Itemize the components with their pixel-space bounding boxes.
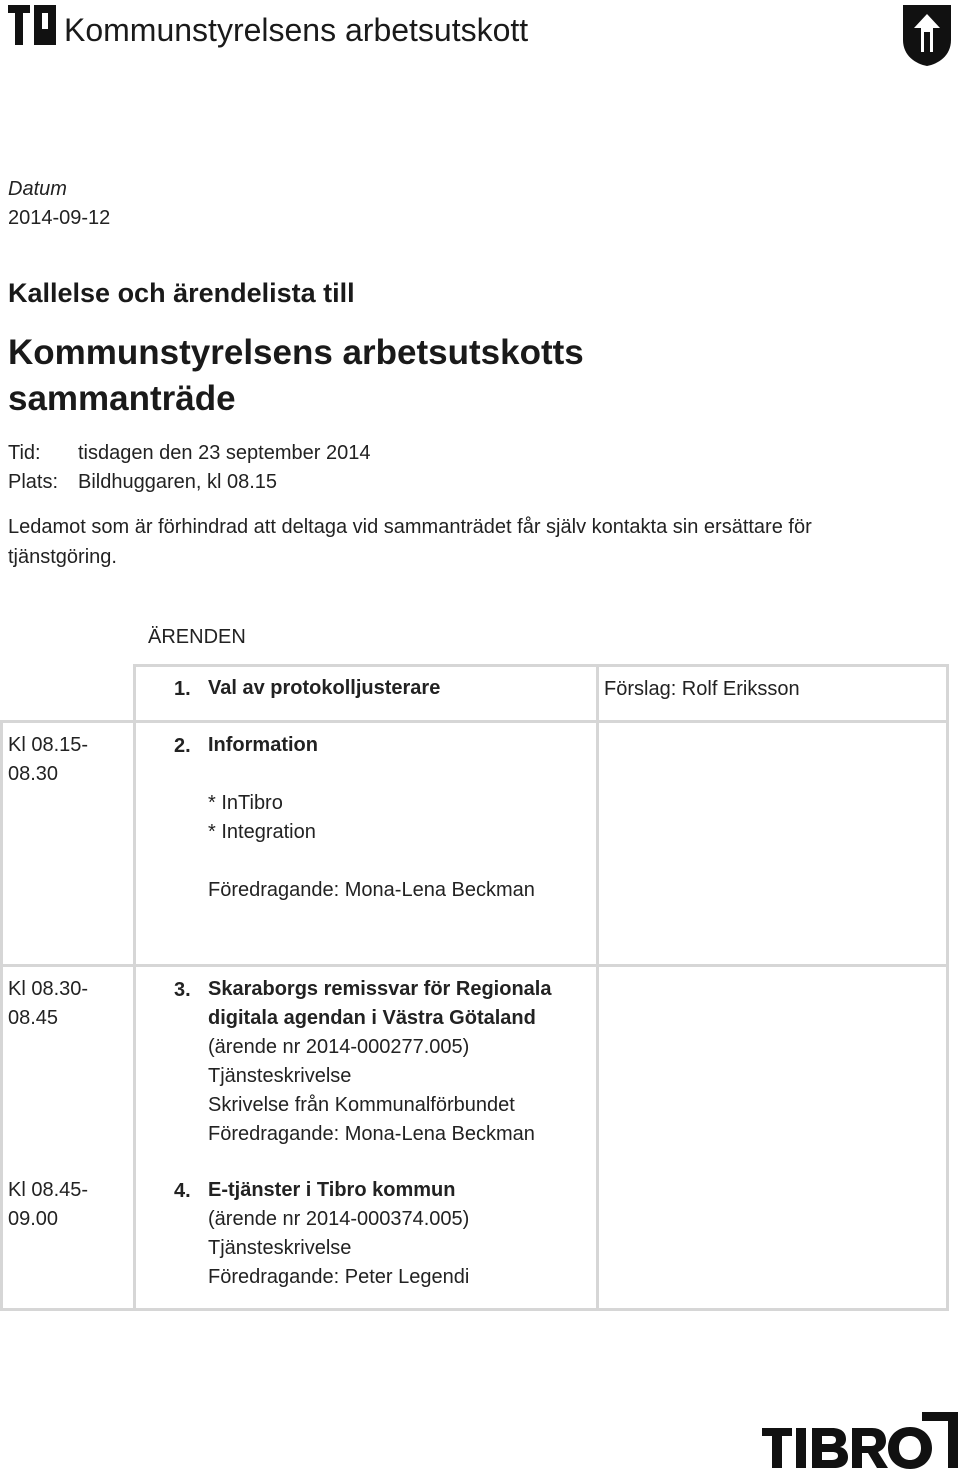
agenda-item-proposal: Förslag: Rolf Eriksson — [604, 678, 800, 700]
document-title-main: Kommunstyrelsens arbetsutskotts sammanträde — [8, 333, 584, 418]
place-label: Plats: — [8, 471, 59, 493]
header-title: Kommunstyrelsens arbetsutskott — [64, 12, 529, 48]
agenda-item-presenter: Föredragande: Peter Legendi — [208, 1266, 470, 1288]
date-label: Datum — [8, 178, 67, 200]
agenda-item-body — [208, 975, 588, 1149]
table-divider — [946, 664, 949, 1311]
agenda-item-detail — [208, 847, 588, 876]
agenda-item-detail: Tjänsteskrivelse — [208, 1065, 352, 1087]
agenda-item-number: 3. — [174, 979, 191, 1001]
table-divider — [133, 664, 136, 1311]
agenda-item-case-number: (ärende nr 2014-000374.005) — [208, 1208, 470, 1230]
table-divider — [596, 664, 599, 1311]
agenda-item-detail: Tjänsteskrivelse — [208, 1237, 352, 1259]
date-value: 2014-09-12 — [8, 207, 111, 229]
agenda-item-detail: Skrivelse från Kommunalförbundet — [208, 1094, 515, 1116]
agenda-item-presenter: Föredragande: Mona-Lena Beckman — [208, 879, 535, 901]
agenda-item-detail: * Integration — [208, 821, 316, 843]
agenda-item-time — [8, 731, 118, 789]
agenda-item-body — [208, 1176, 588, 1292]
agenda-item-time — [8, 975, 118, 1033]
agenda-item-number: 1. — [174, 678, 191, 700]
table-divider — [0, 1308, 949, 1311]
agenda-item-body — [208, 731, 588, 905]
agenda-item-presenter: Föredragande: Mona-Lena Beckman — [208, 1123, 535, 1145]
tibro-wordmark-logo — [762, 1412, 958, 1472]
time-value: tisdagen den 23 september 2014 — [78, 442, 371, 464]
agenda-item-title: Information — [208, 734, 318, 756]
place-value: Bildhuggaren, kl 08.15 — [78, 471, 278, 493]
tibro-logo-mark-icon — [8, 5, 56, 45]
agenda-item-title: digitala agendan i Västra Götaland — [208, 1007, 536, 1029]
agenda-item-detail — [208, 760, 588, 789]
agenda-item-body — [208, 674, 588, 703]
agenda-item-time-end: 09.00 — [8, 1208, 59, 1230]
coat-of-arms-icon — [900, 2, 954, 68]
table-divider — [133, 664, 949, 667]
agenda-item-number: 2. — [174, 735, 191, 757]
document-title-intro: Kallelse och ärendelista till — [8, 278, 355, 308]
agenda-item-time-start: Kl 08.15- — [8, 734, 89, 756]
agenda-item-title: Skaraborgs remissvar för Regionala — [208, 978, 552, 1000]
table-divider — [0, 964, 949, 967]
agenda-item-time — [8, 1176, 118, 1234]
table-divider — [0, 720, 3, 1311]
agenda-item-title: Val av protokolljusterare — [208, 677, 441, 699]
agenda-item-number: 4. — [174, 1180, 191, 1202]
agenda-item-case-number: (ärende nr 2014-000277.005) — [208, 1036, 470, 1058]
table-divider — [0, 720, 949, 723]
agenda-item-detail: * InTibro — [208, 792, 283, 814]
substitute-notice: Ledamot som är förhindrad att deltaga vid sammanträdet får själv kontakta sin ersättare för tjänstgöring. — [8, 516, 812, 568]
agenda-item-time-start: Kl 08.45- — [8, 1179, 89, 1201]
agenda-item-time-end: 08.30 — [8, 763, 59, 785]
agenda-item-time-end: 08.45 — [8, 1007, 59, 1029]
time-label: Tid: — [8, 442, 41, 464]
agenda-item-title: E-tjänster i Tibro kommun — [208, 1179, 456, 1201]
agenda-item-time-start: Kl 08.30- — [8, 978, 89, 1000]
agenda-heading: ÄRENDEN — [148, 626, 246, 648]
